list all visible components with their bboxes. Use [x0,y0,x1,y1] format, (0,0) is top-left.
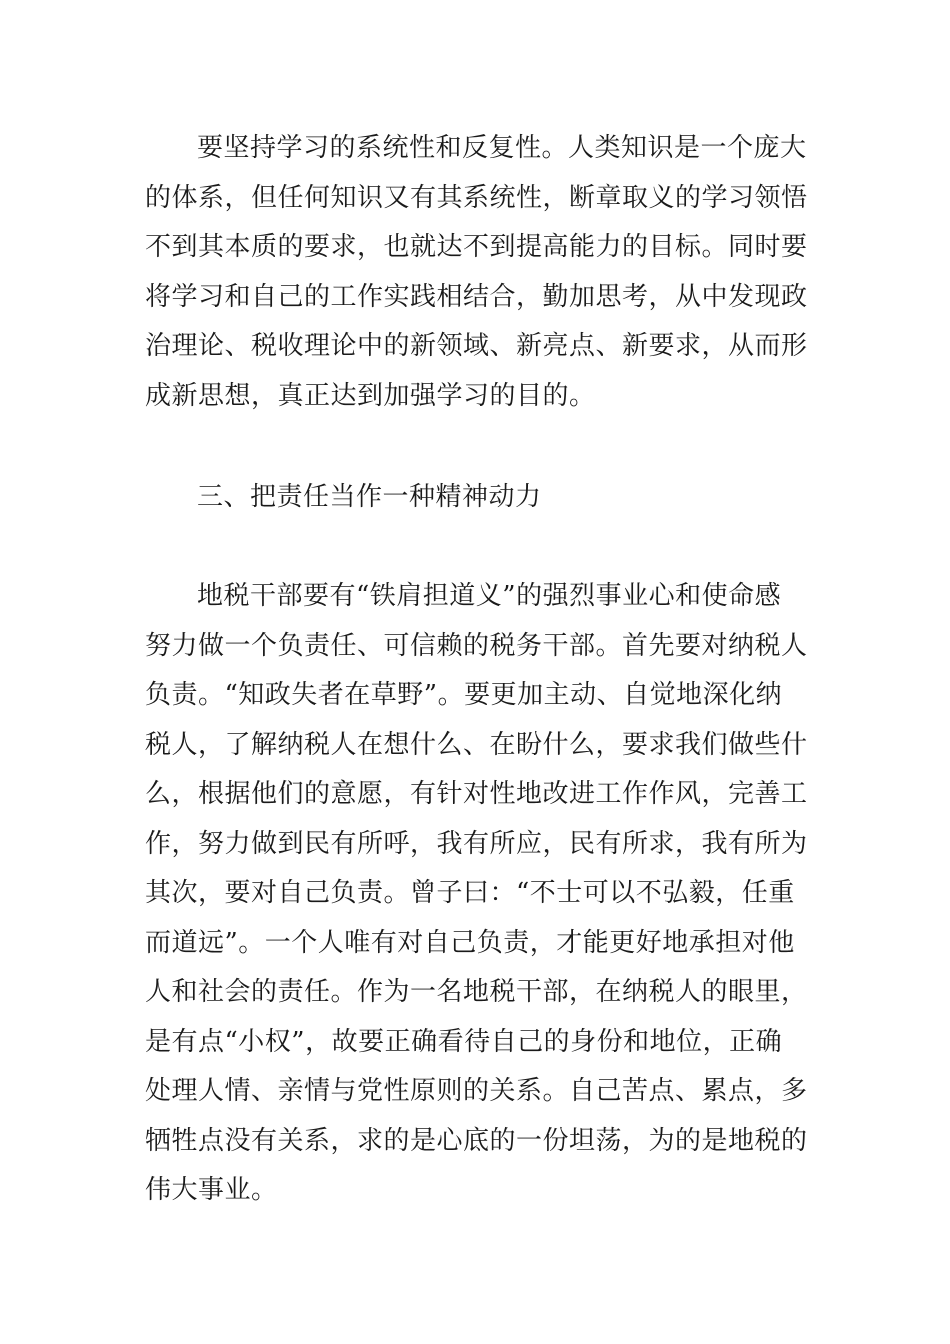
paragraph-line: 地税干部要有“铁肩担道义”的强烈事业心和使命感 [197,581,782,611]
paragraph-line: 努力做一个负责任、可信赖的税务干部。首先要对纳税人 [145,630,808,661]
section-heading-text: 三、把责任当作一种精神动力 [197,482,542,512]
paragraph-line: 作，努力做到民有所呼，我有所应，民有所求，我有所为 [145,828,808,859]
paragraph-line: 的体系，但任何知识又有其系统性，断章取义的学习领悟 [145,182,808,213]
paragraph-line: 不到其本质的要求，也就达不到提高能力的目标。同时要 [145,232,808,262]
paragraph-line: 伟大事业。 [145,1175,278,1205]
paragraph-line: 治理论、税收理论中的新领域、新亮点、新要求，从而形 [145,331,808,361]
paragraph-line: 牺牲点没有关系，求的是心底的一份坦荡，为的是地税的 [145,1125,808,1156]
section-heading [145,473,810,523]
paragraph-line: 负责。“知政失者在草野”。要更加主动、自觉地深化纳 [145,680,783,710]
paragraph-study-systematic [145,124,810,421]
paragraph-line: 处理人情、亲情与党性原则的关系。自己苦点、累点，多 [145,1076,808,1106]
paragraph-line: 人和社会的责任。作为一名地税干部，在纳税人的眼里， [145,977,808,1007]
paragraph-line: 而道远”。一个人唯有对自己负责，才能更好地承担对他 [145,927,795,958]
paragraph-line: 其次，要对自己负责。曾子曰：“不士可以不弘毅，任重 [145,878,795,908]
paragraph-line: 是有点“小权”，故要正确看待自己的身份和地位，正确 [145,1026,783,1057]
paragraph-responsibility [145,572,810,1216]
paragraph-line: 成新思想，真正达到加强学习的目的。 [145,380,596,411]
paragraph-line: 么，根据他们的意愿，有针对性地改进工作作风，完善工 [145,779,808,809]
paragraph-line: 税人，了解纳税人在想什么、在盼什么，要求我们做些什 [145,729,808,760]
paragraph-line: 要坚持学习的系统性和反复性。人类知识是一个庞大 [197,133,807,163]
paragraph-line: 将学习和自己的工作实践相结合，勤加思考，从中发现政 [145,281,808,312]
